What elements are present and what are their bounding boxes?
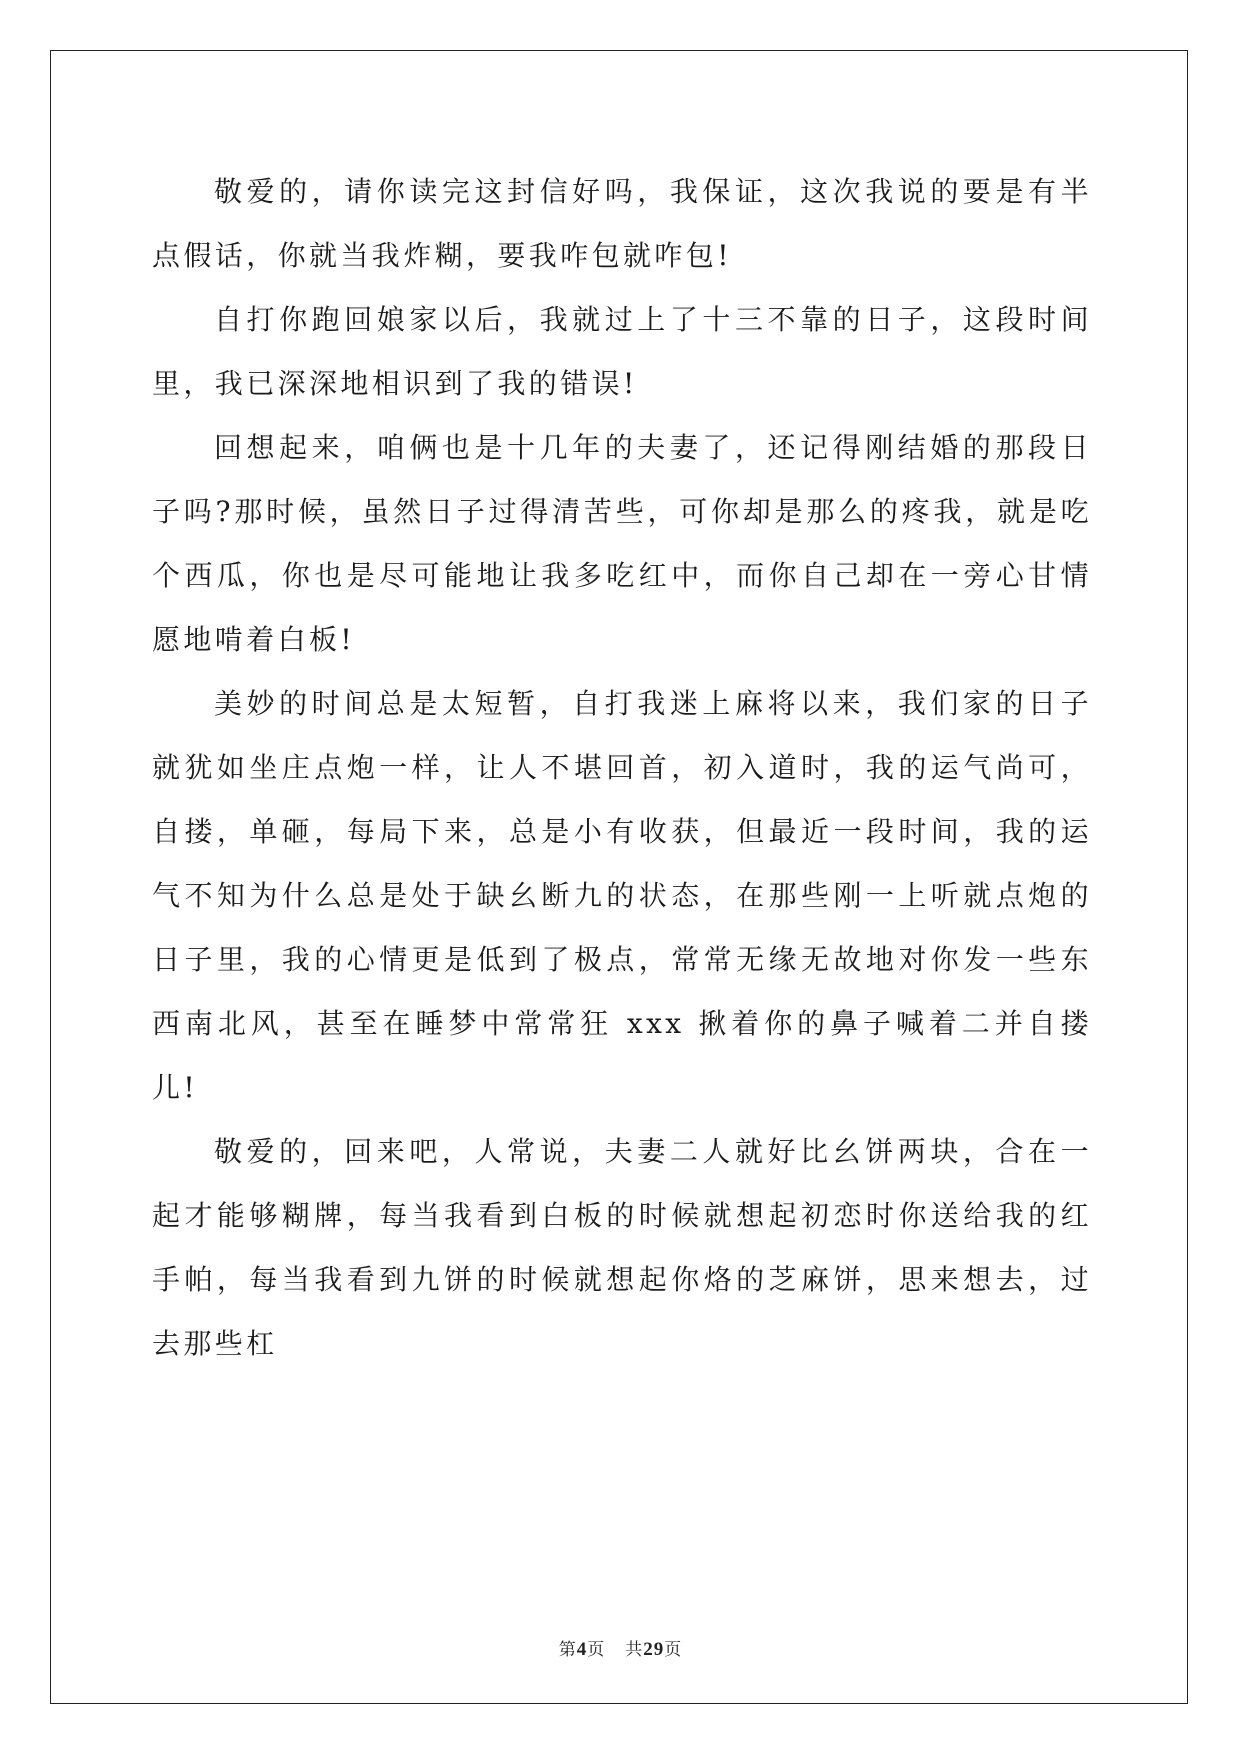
footer-prefix: 第 [558, 1640, 577, 1660]
page-number: 4 [576, 1639, 588, 1660]
footer-page-suffix: 页 [587, 1640, 606, 1660]
document-body [152, 160, 1092, 1376]
footer-total-prefix: 共 [625, 1640, 644, 1660]
paragraph-1: 敬爱的，请你读完这封信好吗，我保证，这次我说的要是有半点假话，你就当我炸糊，要我咋包就咋包! [152, 175, 1092, 272]
total-pages: 29 [643, 1639, 665, 1660]
paragraph-5: 敬爱的，回来吧，人常说，夫妻二人就好比幺饼两块，合在一起才能够糊牌，每当我看到白板的时候就想起初恋时你送给我的红手帕，每当我看到九饼的时候就想起你烙的芝麻饼，思来想去，过去那些杠 [152, 1135, 1092, 1360]
paragraph-2: 自打你跑回娘家以后，我就过上了十三不靠的日子，这段时间里，我已深深地相识到了我的错误! [152, 303, 1092, 400]
page-footer [0, 1635, 1241, 1661]
footer-total-suffix: 页 [664, 1640, 683, 1660]
paragraph-3: 回想起来，咱俩也是十几年的夫妻了，还记得刚结婚的那段日子吗?那时候，虽然日子过得清苦些，可你却是那么的疼我，就是吃个西瓜，你也是尽可能地让我多吃红中，而你自己却在一旁心甘情愿地啃着白板! [152, 431, 1092, 656]
paragraph-4: 美妙的时间总是太短暂，自打我迷上麻将以来，我们家的日子就犹如坐庄点炮一样，让人不堪回首，初入道时，我的运气尚可，自搂，单砸，每局下来，总是小有收获，但最近一段时间，我的运气不知为什么总是处于缺幺断九的状态，在那些刚一上听就点炮的日子里，我的心情更是低到了极点，常常无缘无故地对你发一些东西南北风，甚至在睡梦中常常狂 xxx 揪着你的鼻子喊着二并自搂儿! [152, 687, 1092, 1104]
